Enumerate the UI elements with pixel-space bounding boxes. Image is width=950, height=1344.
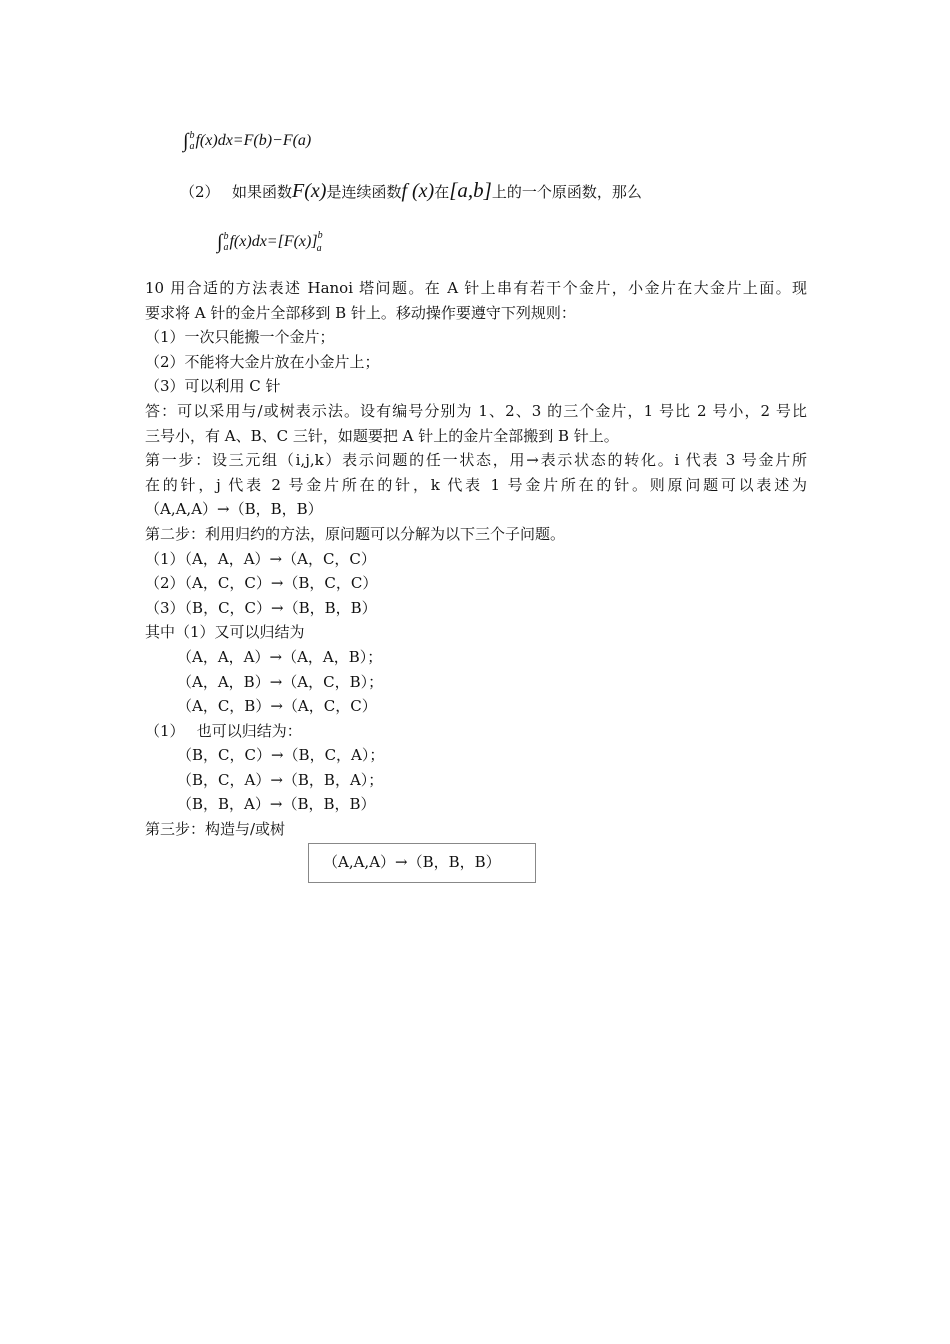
integral-sign: ∫ [183,130,189,152]
rule-item: （2）不能将大金片放在小金片上； [145,352,380,371]
reduce1-item: （A，A，B）→（A，C，B）； [177,672,384,691]
and-or-tree-root-node: （A,A,A）→（B，B，B） [308,843,536,883]
upper-limit: b [189,130,195,142]
lower-limit: a [223,242,229,254]
formula-integral-bracket [217,229,322,253]
theorem-statement: （2） 如果函数F(x)是连续函数f (x)在[a,b]上的一个原函数，那么 [180,178,642,202]
math-F-x: F(x) [292,180,327,202]
lower-limit: a [189,141,195,153]
reduce1-item: （A，C，B）→（A，C，C） [177,697,377,716]
rule-item: （3）可以利用 C 针 [145,377,281,396]
rule-item: （1）一次只能搬一个金片； [145,328,335,347]
step1-line: （A,A,A）→（B，B，B） [145,500,323,519]
step1-line: 在的针，j 代表 2 号金片所在的针，k 代表 1 号金片所在的针。则原问题可以表述为 [145,475,807,494]
reduce3-title: （1） 也可以归结为： [145,721,302,740]
integral-sign: ∫ [217,231,223,253]
reduce1-title: 其中（1）又可以归结为 [145,623,305,642]
reduce3-item: （B，B，A）→（B，B，B） [177,795,376,814]
reduce1-item: （A，A，A）→（A，A，B）； [177,647,383,666]
upper-limit: b [223,231,229,243]
question-line: 10 用合适的方法表述 Hanoi 塔问题。在 A 针上串有若干个金片，小金片在大金片上面。现 [145,279,807,297]
item-number: （2） [180,183,220,201]
bracket-upper-limit: b [317,230,323,241]
subproblem-item: （1）（A，A，A）→（A，C，C） [145,549,376,568]
math-f-x: f (x) [401,180,435,202]
bracket-lower-limit: a [316,243,322,254]
formula-newton-leibniz [183,128,311,152]
formula-expression: f(x)dx=[F(x)] [229,233,318,250]
subproblem-item: （3）（B，C，C）→（B，B，B） [145,598,377,617]
answer-line: 答：可以采用与/或树表示法。设有编号分别为 1、2、3 的三个金片，1 号比 2 号小，2 号比 [145,401,807,420]
step2-line: 第二步：利用归约的方法，原问题可以分解为以下三个子问题。 [145,524,566,543]
subproblem-item: （2）（A，C，C）→（B，C，C） [145,574,378,593]
answer-line: 三号小，有 A、B、C 三针，如题要把 A 针上的金片全部搬到 B 针上。 [145,426,619,445]
reduce3-item: （B，C，C）→（B，C，A）； [177,746,385,765]
step1-line: 第一步：设三元组（i,j,k）表示问题的任一状态，用→表示状态的转化。i 代表 3 号金片所 [145,451,807,470]
reduce3-item: （B，C，A）→（B，B，A）； [177,770,384,789]
step3-line: 第三步：构造与/或树 [145,820,286,839]
question-line: 要求将 A 针的金片全部移到 B 针上。移动操作要遵守下列规则： [145,303,576,322]
math-interval: [a,b] [449,178,492,202]
formula-expression: f(x)dx=F(b)−F(a) [195,132,312,149]
question-body [145,276,807,842]
